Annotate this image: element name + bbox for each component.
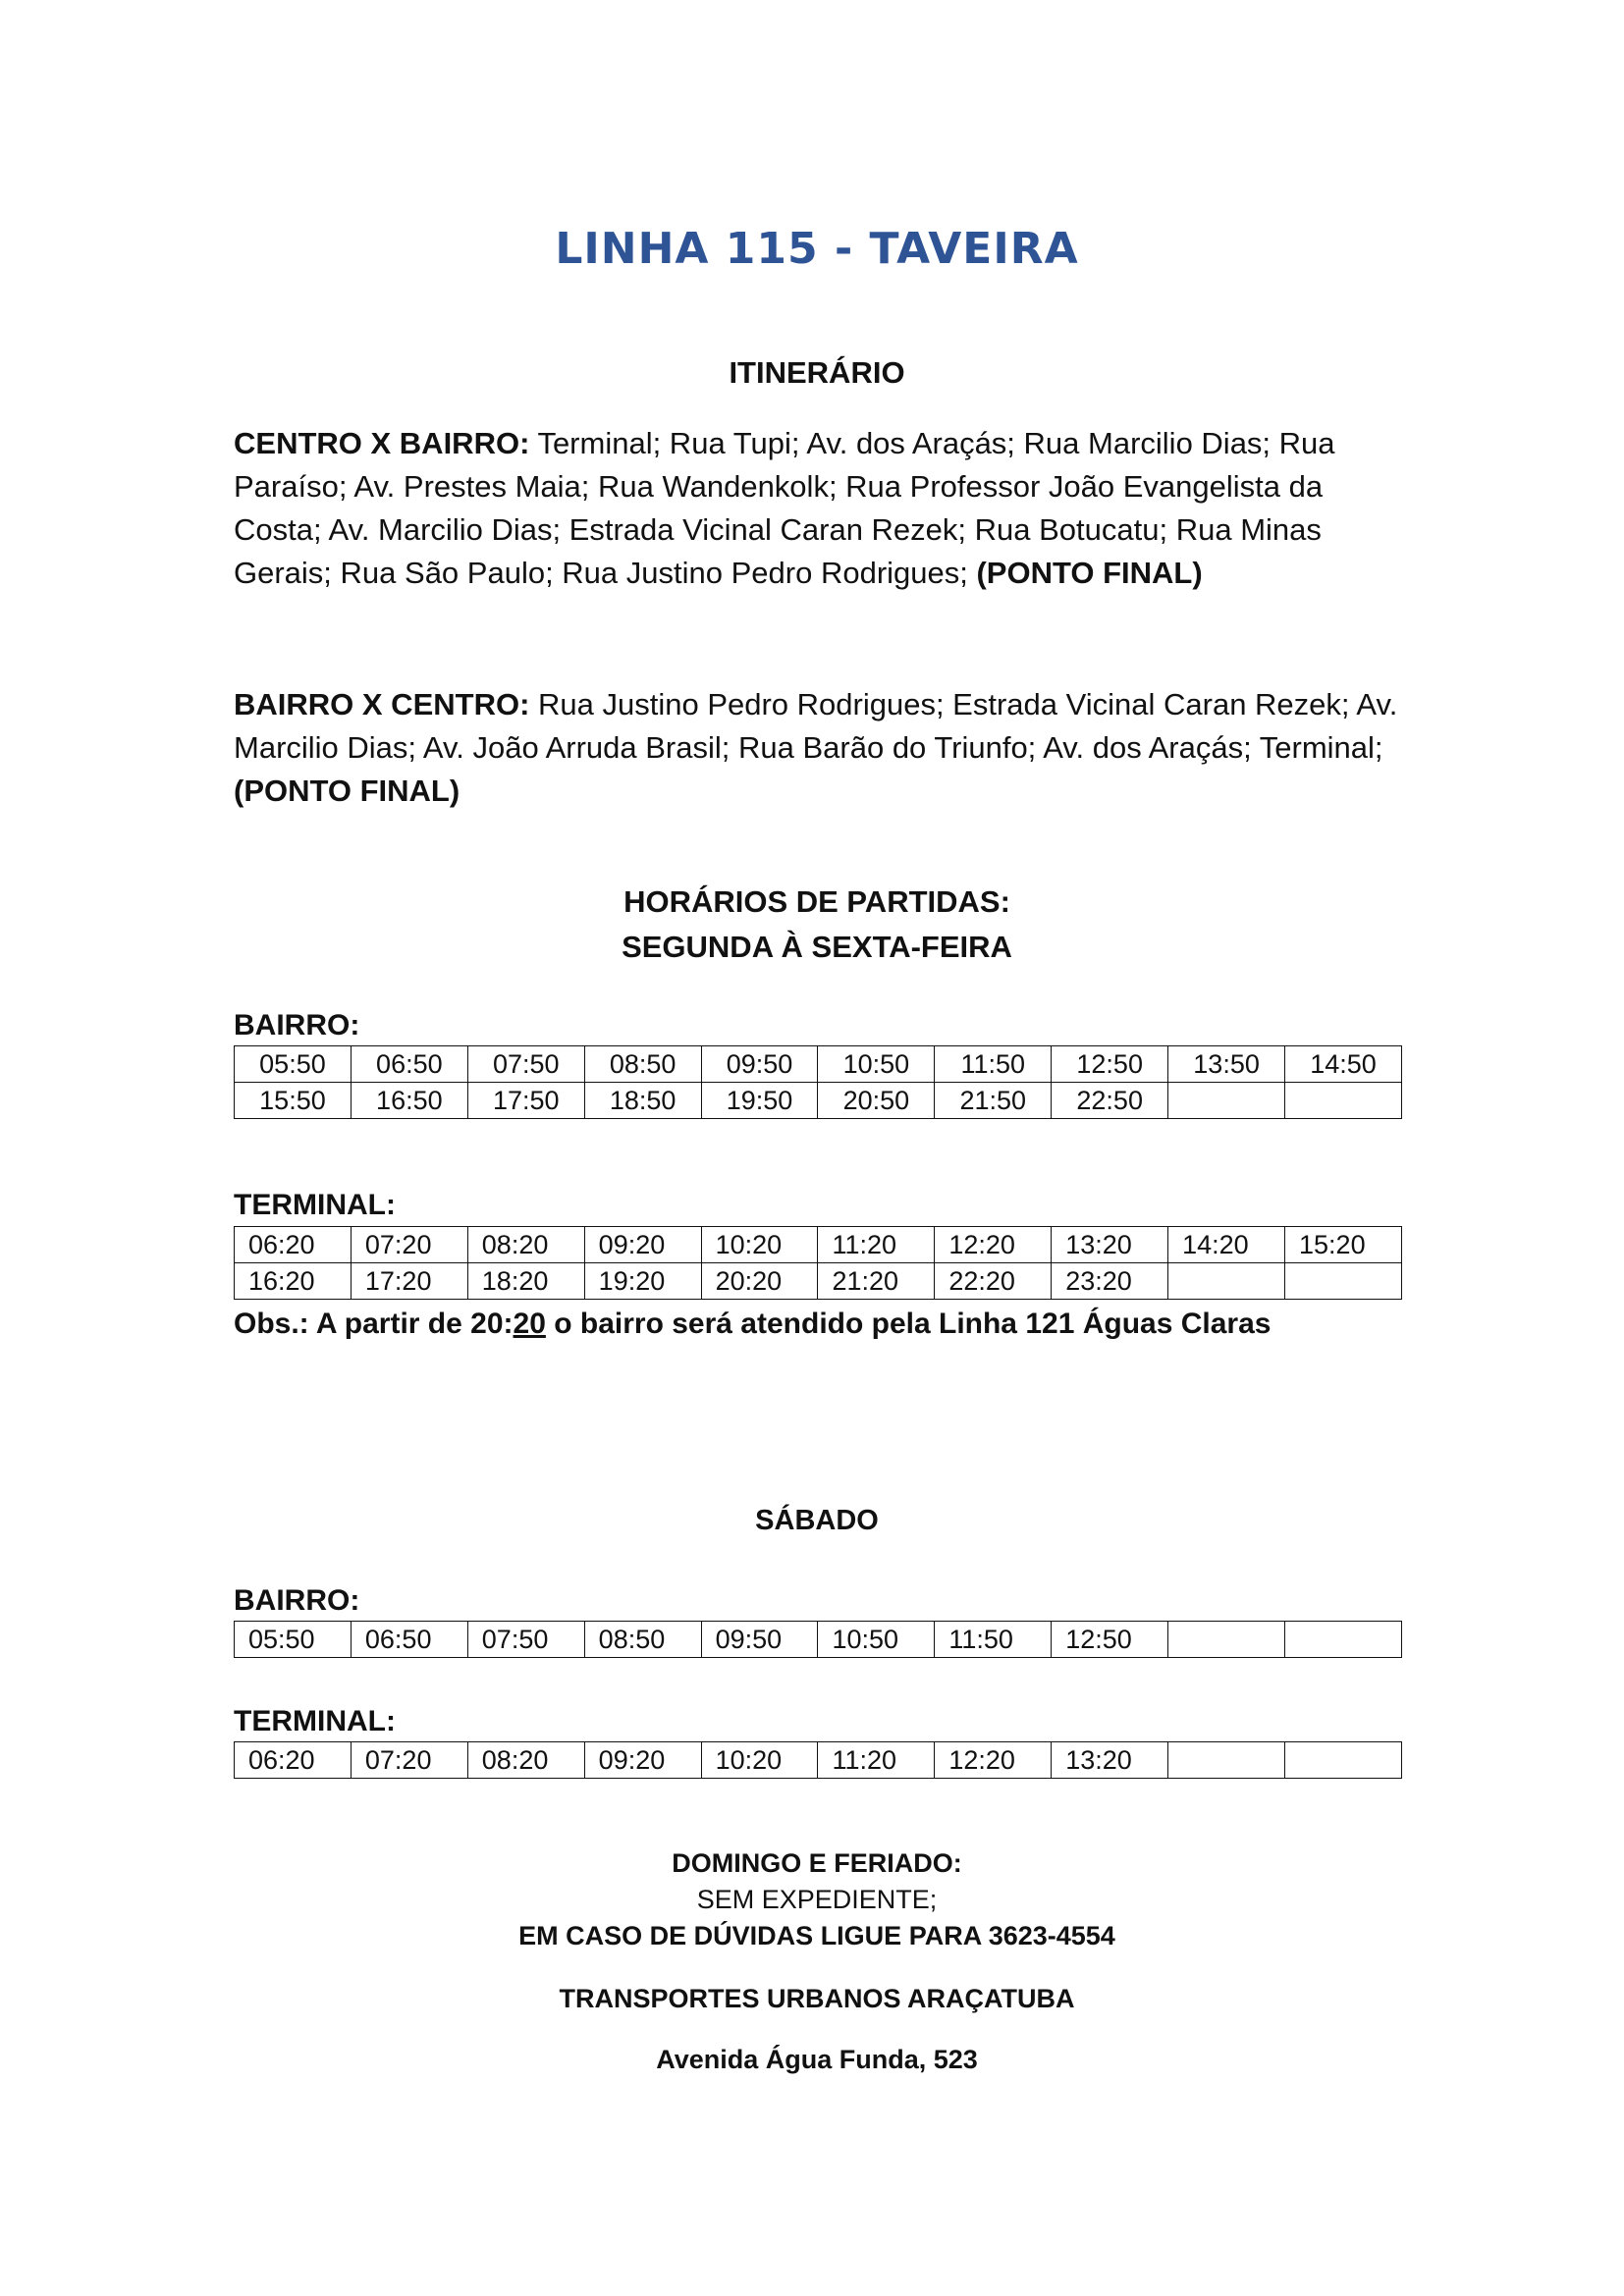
time-cell: 11:50	[935, 1622, 1052, 1658]
time-cell: 10:50	[818, 1622, 935, 1658]
weekday-heading-line2: SEGUNDA À SEXTA-FEIRA	[622, 930, 1012, 964]
time-cell: 11:20	[818, 1227, 935, 1263]
time-cell: 12:50	[1052, 1046, 1168, 1083]
time-cell	[1285, 1083, 1402, 1119]
time-cell: 06:20	[235, 1227, 352, 1263]
table-row	[235, 1742, 1402, 1779]
time-cell	[1168, 1622, 1285, 1658]
time-cell: 09:50	[701, 1622, 818, 1658]
time-cell: 13:20	[1052, 1227, 1168, 1263]
time-cell: 18:50	[584, 1083, 701, 1119]
page-title: LINHA 115 - TAVEIRA	[555, 224, 1079, 274]
route-bairro-centro	[234, 683, 1400, 813]
saturday-bairro-table	[234, 1621, 1402, 1658]
time-cell: 15:50	[235, 1083, 352, 1119]
time-cell	[1285, 1742, 1402, 1779]
time-cell: 09:50	[701, 1046, 818, 1083]
time-cell: 07:20	[351, 1227, 467, 1263]
time-cell: 17:50	[467, 1083, 584, 1119]
sunday-status: SEM EXPEDIENTE;	[696, 1885, 938, 1914]
company-name: TRANSPORTES URBANOS ARAÇATUBA	[559, 1984, 1075, 2013]
time-cell: 16:20	[235, 1263, 352, 1300]
itinerary-heading: ITINERÁRIO	[729, 355, 905, 390]
route-bairro-centro-label: BAIRRO X CENTRO:	[234, 687, 530, 721]
time-cell: 14:20	[1168, 1227, 1285, 1263]
time-cell	[1285, 1263, 1402, 1300]
time-cell: 07:20	[351, 1742, 467, 1779]
table-row	[235, 1263, 1402, 1300]
time-cell	[1168, 1083, 1285, 1119]
time-cell: 11:20	[818, 1742, 935, 1779]
time-cell: 12:20	[935, 1227, 1052, 1263]
route-bairro-centro-text: Rua Justino Pedro Rodrigues; Estrada Vicinal Caran Rezek; Av. Marcilio Dias; Av. João Arruda Brasil; Rua Barão do Triunfo; Av. dos Araçás; Terminal;	[234, 687, 1398, 765]
time-cell: 07:50	[467, 1622, 584, 1658]
route-centro-bairro-label: CENTRO X BAIRRO:	[234, 426, 530, 460]
weekday-heading	[234, 880, 1400, 970]
time-cell: 08:20	[467, 1227, 584, 1263]
time-cell: 06:20	[235, 1742, 352, 1779]
time-cell: 05:50	[235, 1046, 352, 1083]
time-cell: 20:20	[701, 1263, 818, 1300]
contact-line: EM CASO DE DÚVIDAS LIGUE PARA 3623-4554	[518, 1921, 1115, 1950]
table-row	[235, 1622, 1402, 1658]
time-cell: 08:20	[467, 1742, 584, 1779]
time-cell: 18:20	[467, 1263, 584, 1300]
time-cell: 13:20	[1052, 1742, 1168, 1779]
weekday-terminal-table	[234, 1226, 1402, 1300]
saturday-terminal-table	[234, 1741, 1402, 1779]
time-cell: 10:20	[701, 1227, 818, 1263]
time-cell: 06:50	[351, 1046, 467, 1083]
saturday-heading: SÁBADO	[755, 1505, 879, 1536]
time-cell: 06:50	[351, 1622, 467, 1658]
table-row	[235, 1083, 1402, 1119]
observation-text-start: Obs.: A partir de 20:	[234, 1308, 514, 1340]
saturday-terminal-label: TERMINAL:	[234, 1705, 396, 1737]
time-cell: 15:20	[1285, 1227, 1402, 1263]
weekday-bairro-label: BAIRRO:	[234, 1009, 360, 1041]
observation-text-end: o bairro será atendido pela Linha 121 Águas Claras	[545, 1308, 1272, 1340]
time-cell: 14:50	[1285, 1046, 1402, 1083]
time-cell	[1168, 1742, 1285, 1779]
table-row	[235, 1227, 1402, 1263]
time-cell: 09:20	[584, 1227, 701, 1263]
time-cell: 21:20	[818, 1263, 935, 1300]
time-cell: 12:20	[935, 1742, 1052, 1779]
time-cell: 20:50	[818, 1083, 935, 1119]
time-cell: 13:50	[1168, 1046, 1285, 1083]
table-row	[235, 1046, 1402, 1083]
weekday-heading-line1: HORÁRIOS DE PARTIDAS:	[623, 884, 1010, 919]
route-centro-bairro-text: Terminal; Rua Tupi; Av. dos Araçás; Rua Marcilio Dias; Rua Paraíso; Av. Prestes Maia; Rua Wandenkolk; Rua Professor João Evangelista da Costa; Av. Marcilio Dias; Estrada Vicinal Caran Rezek; Rua Botucatu; Rua Minas Gerais; Rua São Paulo; Rua Justino Pedro Rodrigues;	[234, 426, 1335, 590]
route-centro-bairro-end: (PONTO FINAL)	[976, 556, 1203, 590]
weekday-bairro-table	[234, 1045, 1402, 1119]
sunday-label: DOMINGO E FERIADO:	[672, 1848, 962, 1878]
observation-underlined: 20	[513, 1308, 546, 1340]
time-cell: 05:50	[235, 1622, 352, 1658]
saturday-bairro-label: BAIRRO:	[234, 1584, 360, 1617]
time-cell: 22:50	[1052, 1083, 1168, 1119]
company-address: Avenida Água Funda, 523	[656, 2045, 978, 2074]
time-cell: 08:50	[584, 1046, 701, 1083]
time-cell	[1168, 1263, 1285, 1300]
time-cell: 21:50	[935, 1083, 1052, 1119]
time-cell: 22:20	[935, 1263, 1052, 1300]
time-cell: 11:50	[935, 1046, 1052, 1083]
time-cell: 23:20	[1052, 1263, 1168, 1300]
time-cell: 17:20	[351, 1263, 467, 1300]
time-cell	[1285, 1622, 1402, 1658]
time-cell: 19:20	[584, 1263, 701, 1300]
weekday-observation	[234, 1308, 1271, 1341]
weekday-terminal-label: TERMINAL:	[234, 1189, 396, 1221]
time-cell: 19:50	[701, 1083, 818, 1119]
time-cell: 08:50	[584, 1622, 701, 1658]
time-cell: 10:50	[818, 1046, 935, 1083]
time-cell: 07:50	[467, 1046, 584, 1083]
route-bairro-centro-end: (PONTO FINAL)	[234, 774, 460, 808]
time-cell: 12:50	[1052, 1622, 1168, 1658]
time-cell: 16:50	[351, 1083, 467, 1119]
time-cell: 10:20	[701, 1742, 818, 1779]
time-cell: 09:20	[584, 1742, 701, 1779]
route-centro-bairro	[234, 422, 1400, 595]
